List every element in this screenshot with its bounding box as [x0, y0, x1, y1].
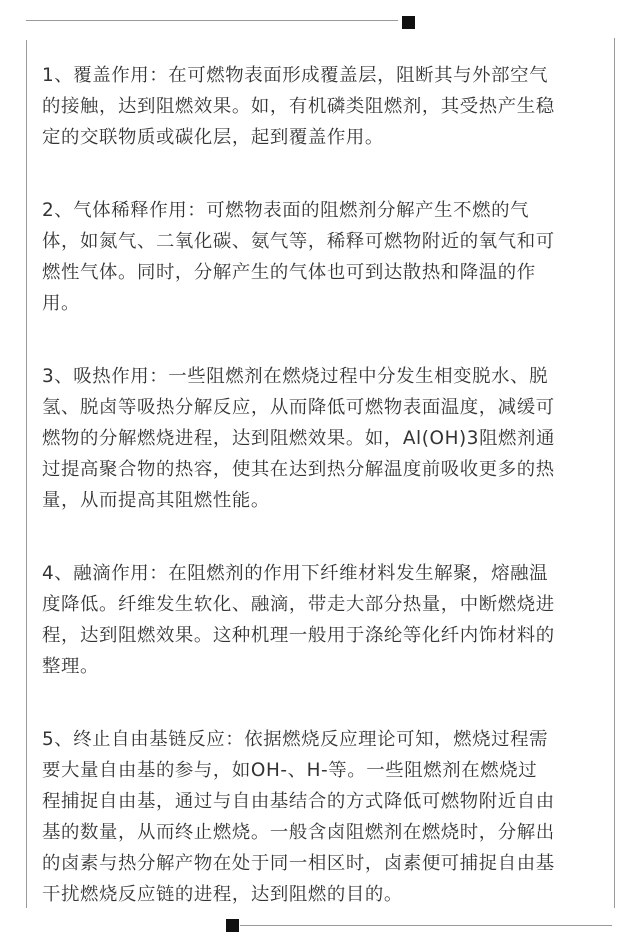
- paragraph-gas-dilution: [42, 195, 602, 319]
- text-line: 5、终止自由基链反应：依据燃烧反应理论可知，燃烧过程需: [42, 729, 549, 750]
- text-line: 量，从而提高其阻燃性能。: [42, 490, 270, 511]
- text-line: 2、气体稀释作用：可燃物表面的阻燃剂分解产生不燃的气: [42, 200, 530, 221]
- paragraph-free-radical-termination: [42, 724, 602, 910]
- text-line: 程捕捉自由基，通过与自由基结合的方式降低可燃物附近自由: [42, 791, 555, 812]
- text-line: 度降低。纤维发生软化、融滴，带走大部分热量，中断燃烧进: [42, 594, 555, 615]
- article-body: [42, 60, 602, 952]
- frame-left-line: [26, 40, 27, 908]
- text-line: 整理。: [42, 656, 99, 677]
- text-line: 燃性气体。同时，分解产生的气体也可到达散热和降温的作: [42, 262, 536, 283]
- text-line: 3、吸热作用：一些阻燃剂在燃烧过程中分发生相变脱水、脱: [42, 366, 549, 387]
- text-line: 的接触，达到阻燃效果。如，有机磷类阻燃剂，其受热产生稳: [42, 96, 555, 117]
- frame-top-square: [402, 16, 415, 29]
- text-line: 程，达到阻燃效果。这种机理一般用于涤纶等化纤内饰材料的: [42, 625, 555, 646]
- text-line: 定的交联物质或碳化层，起到覆盖作用。: [42, 127, 384, 148]
- text-line: 要大量自由基的参与，如OH-、H-等。一些阻燃剂在燃烧过: [42, 760, 538, 781]
- text-line: 1、覆盖作用：在可燃物表面形成覆盖层，阻断其与外部空气: [42, 65, 549, 86]
- text-line: 体，如氮气、二氧化碳、氨气等，稀释可燃物附近的氧气和可: [42, 231, 555, 252]
- paragraph-melt-drip: [42, 558, 602, 682]
- text-line: 4、融滴作用：在阻燃剂的作用下纤维材料发生解聚，熔融温: [42, 563, 549, 584]
- frame-top-line: [26, 20, 398, 21]
- text-line: 过提高聚合物的热容，使其在达到热分解温度前吸收更多的热: [42, 459, 555, 480]
- paragraph-heat-absorption: [42, 361, 602, 516]
- text-line: 燃物的分解燃烧进程，达到阻燃效果。如，Al(OH)3阻燃剂通: [42, 428, 556, 449]
- text-line: 用。: [42, 293, 80, 314]
- text-line: 氢、脱卤等吸热分解反应，从而降低可燃物表面温度，减缓可: [42, 397, 555, 418]
- paragraph-covering-effect: [42, 60, 602, 153]
- text-line: 基的数量，从而终止燃烧。一般含卤阻燃剂在燃烧时，分解出: [42, 822, 555, 843]
- text-line: 干扰燃烧反应链的进程，达到阻燃的目的。: [42, 884, 403, 905]
- frame-right-line: [614, 38, 615, 908]
- text-line: 的卤素与热分解产物在处于同一相区时，卤素便可捕捉自由基: [42, 853, 555, 874]
